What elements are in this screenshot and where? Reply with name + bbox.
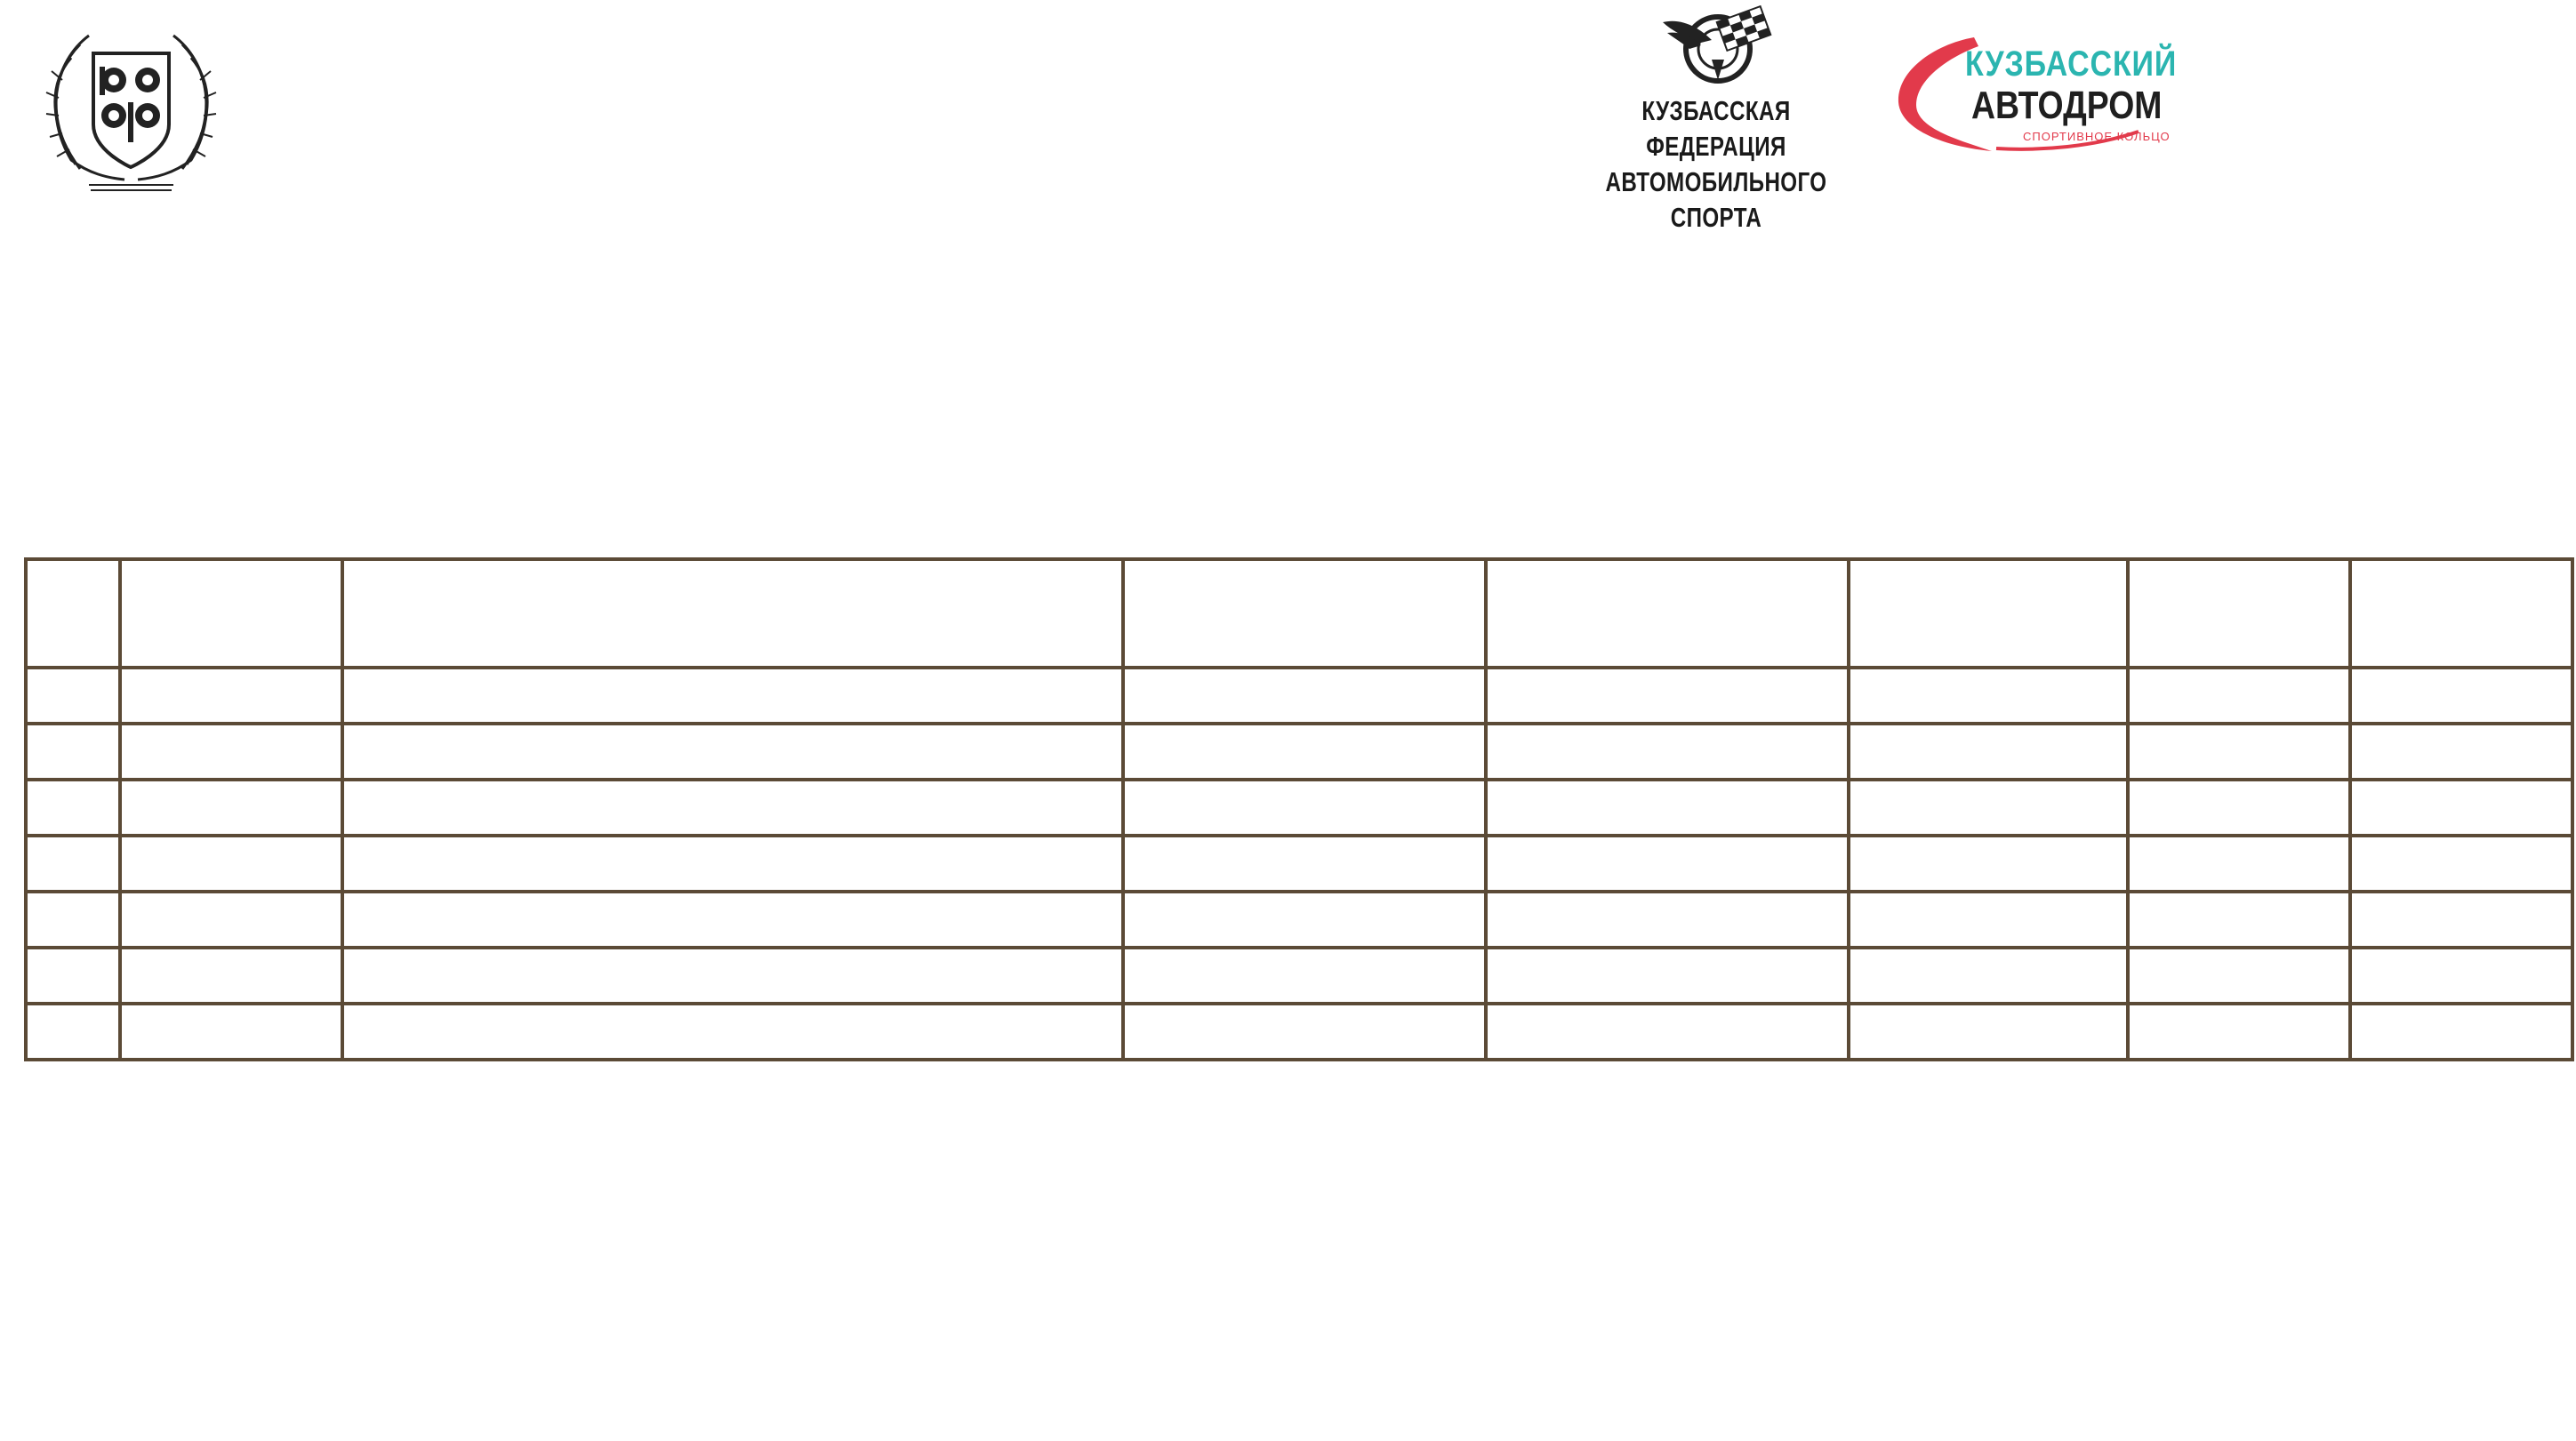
table-row	[26, 1004, 2572, 1060]
autodrom-word-autodrom: АВТОДРОМ	[1971, 84, 2163, 127]
table-cell	[342, 948, 1123, 1004]
table-cell	[1486, 780, 1849, 836]
table-cell	[342, 892, 1123, 948]
table-cell	[1486, 948, 1849, 1004]
table-cell	[1486, 1004, 1849, 1060]
table-cell	[342, 668, 1123, 724]
table-cell	[120, 780, 342, 836]
table-cell	[2128, 780, 2350, 836]
table-cell	[2128, 948, 2350, 1004]
table-cell	[2128, 668, 2350, 724]
table-cell	[1123, 724, 1486, 780]
table-cell	[120, 836, 342, 892]
table-cell	[2350, 780, 2572, 836]
kuzbass-federation-logo	[1574, 4, 1858, 233]
table-cell	[26, 892, 120, 948]
table-cell	[342, 836, 1123, 892]
table-cell	[1849, 948, 2128, 1004]
table-cell	[1849, 892, 2128, 948]
table-header-row	[26, 559, 2572, 668]
table-cell	[1849, 836, 2128, 892]
table-cell	[1486, 892, 1849, 948]
table-cell	[1123, 1004, 1486, 1060]
table-cell	[342, 1004, 1123, 1060]
table-cell	[1849, 780, 2128, 836]
table-cell	[120, 724, 342, 780]
header-cell	[1123, 559, 1486, 668]
table-cell	[2350, 836, 2572, 892]
table-cell	[2350, 892, 2572, 948]
table-row	[26, 780, 2572, 836]
table-cell	[1123, 948, 1486, 1004]
autodrom-word-ring: СПОРТИВНОЕ КОЛЬЦО	[2023, 130, 2171, 143]
kuzbass-autodrom-logo	[1890, 27, 2178, 160]
header-cell	[1486, 559, 1849, 668]
table-cell	[26, 948, 120, 1004]
table-cell	[1849, 668, 2128, 724]
header-cell	[1849, 559, 2128, 668]
table-cell	[1486, 724, 1849, 780]
table-cell	[1486, 668, 1849, 724]
table-cell	[2350, 1004, 2572, 1060]
table-cell	[1123, 892, 1486, 948]
table-cell	[120, 892, 342, 948]
table-row	[26, 836, 2572, 892]
federation-name-line2: АВТОМОБИЛЬНОГО СПОРТА	[1605, 166, 1827, 233]
table-cell	[2350, 724, 2572, 780]
table-cell	[120, 948, 342, 1004]
table-cell	[342, 724, 1123, 780]
table-cell	[26, 836, 120, 892]
raf-emblem-icon	[36, 18, 227, 194]
table-cell	[2128, 1004, 2350, 1060]
table-cell	[26, 780, 120, 836]
table-cell	[1486, 836, 1849, 892]
table-cell	[1123, 668, 1486, 724]
table-cell	[342, 780, 1123, 836]
header-cell	[342, 559, 1123, 668]
table-row	[26, 948, 2572, 1004]
header-cell	[2128, 559, 2350, 668]
table-cell	[2350, 668, 2572, 724]
raf-emblem-logo	[36, 18, 227, 194]
table-row	[26, 724, 2572, 780]
table-cell	[1849, 1004, 2128, 1060]
table-row	[26, 892, 2572, 948]
autodrom-word-kuzbass: КУЗБАССКИЙ	[1965, 44, 2178, 84]
table-cell	[26, 1004, 120, 1060]
table-cell	[120, 668, 342, 724]
table-cell	[1849, 724, 2128, 780]
table-cell	[120, 1004, 342, 1060]
winged-wheel-checkered-flag-icon	[1658, 4, 1778, 89]
table-cell	[2128, 724, 2350, 780]
table-cell	[2350, 948, 2572, 1004]
table-cell	[26, 668, 120, 724]
header-cell	[2350, 559, 2572, 668]
table-cell	[2128, 892, 2350, 948]
table-cell	[1123, 836, 1486, 892]
header-cell	[26, 559, 120, 668]
table-cell	[2128, 836, 2350, 892]
table-cell	[1123, 780, 1486, 836]
table-row	[26, 668, 2572, 724]
header-cell	[120, 559, 342, 668]
federation-name-line1: КУЗБАССКАЯ ФЕДЕРАЦИЯ	[1641, 95, 1791, 162]
table-cell	[26, 724, 120, 780]
results-table	[24, 557, 2574, 1061]
